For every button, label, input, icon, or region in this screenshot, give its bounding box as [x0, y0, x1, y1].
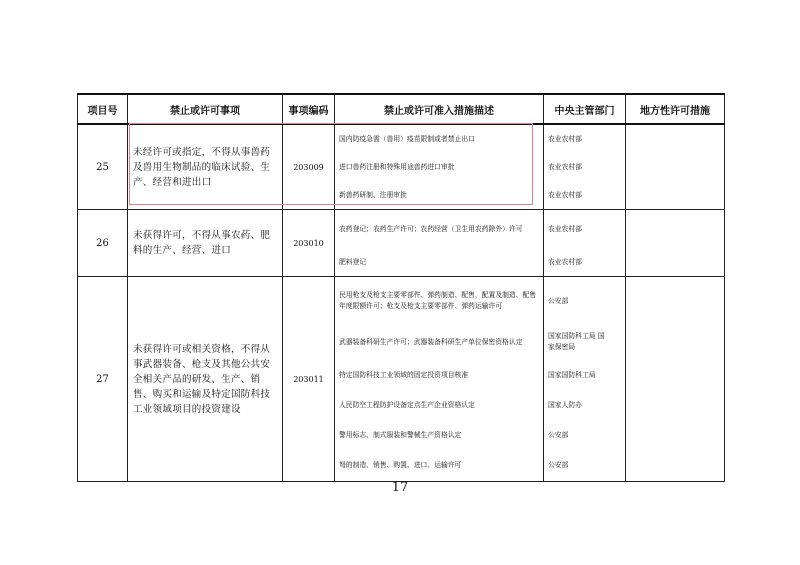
- dept-text: 公安部: [548, 296, 569, 305]
- measure-text: 人民防空工程防护设备定点生产企业资格认定: [339, 400, 475, 409]
- row-measures: [335, 124, 544, 210]
- header-item: 禁止或许可事项: [128, 94, 283, 124]
- row-number: 27: [78, 277, 128, 482]
- dept-text: 公安部: [548, 430, 569, 439]
- measure-text: 武器装备科研生产许可；武器装备科研生产单位保密资格认定: [339, 337, 523, 346]
- row-measures: [335, 210, 544, 277]
- header-local: 地方性许可措施: [626, 94, 725, 124]
- table-row: [78, 124, 725, 210]
- row-number: 26: [78, 210, 128, 277]
- permit-table: [77, 93, 725, 482]
- row-local: [626, 210, 725, 277]
- row-depts: [544, 124, 626, 210]
- row-measures: [335, 277, 544, 482]
- row-local: [626, 124, 725, 210]
- row-local: [626, 277, 725, 482]
- dept-text: 国家人防办: [548, 400, 582, 409]
- table-row: [78, 210, 725, 277]
- header-measures: 禁止或许可准入措施描述: [335, 94, 544, 124]
- measure-text: 弩的制造、销售、购置、进口、运输许可: [339, 460, 462, 469]
- measure-text: 肥料登记: [339, 257, 367, 266]
- row-item: 未获得许可，不得从事农药、肥料的生产、经营、进口: [128, 210, 283, 277]
- row-number: 25: [78, 124, 128, 210]
- dept-text: 农业农村部: [548, 224, 582, 233]
- row-code: 203010: [283, 210, 335, 277]
- table-header-row: [78, 94, 725, 124]
- measure-text: 特定国防科技工业领域的固定投资项目核准: [339, 370, 469, 379]
- measure-text: 国内防疫急需（兽用）疫苗限制或者禁止出口: [339, 134, 475, 143]
- header-code: 事项编码: [283, 94, 335, 124]
- table-row: [78, 277, 725, 482]
- row-depts: [544, 277, 626, 482]
- header-dept: 中央主管部门: [544, 94, 626, 124]
- measure-text: 警用标志、制式服装和警械生产资格认定: [339, 430, 462, 439]
- dept-text: 农业农村部: [548, 134, 582, 143]
- dept-text: 国家国防科工局: [548, 370, 596, 379]
- measure-text: 民用枪支及枪支主要零部件、弹药制造、配售，配置及制造、配售年度限额许可；枪支及枪支主要零部件、弹药运输许可: [339, 291, 537, 310]
- dept-text: 农业农村部: [548, 190, 582, 199]
- header-item-no: 项目号: [78, 94, 128, 124]
- row-depts: [544, 210, 626, 277]
- page-number: 17: [391, 480, 409, 495]
- dept-text: 农业农村部: [548, 162, 582, 171]
- row-item: 未经许可或指定，不得从事兽药及兽用生物制品的临床试验、生产、经营和进出口: [128, 124, 283, 210]
- measure-text: 进口兽药注册和特殊用途兽药进口审批: [339, 162, 455, 171]
- dept-text: 国家国防科工局 国家保密局: [548, 332, 605, 351]
- row-code: 203009: [283, 124, 335, 210]
- measure-text: 农药登记；农药生产许可；农药经营（卫生用农药除外）许可: [339, 224, 523, 233]
- row-item: 未获得许可或相关资格，不得从事武器装备、枪支及其他公共安全相关产品的研发、生产、销售、购买和运输及特定国防科技工业领域项目的投资建设: [128, 277, 283, 482]
- measure-text: 新兽药研制、注册审批: [339, 190, 407, 199]
- row-code: 203011: [283, 277, 335, 482]
- dept-text: 公安部: [548, 460, 569, 469]
- dept-text: 农业农村部: [548, 257, 582, 266]
